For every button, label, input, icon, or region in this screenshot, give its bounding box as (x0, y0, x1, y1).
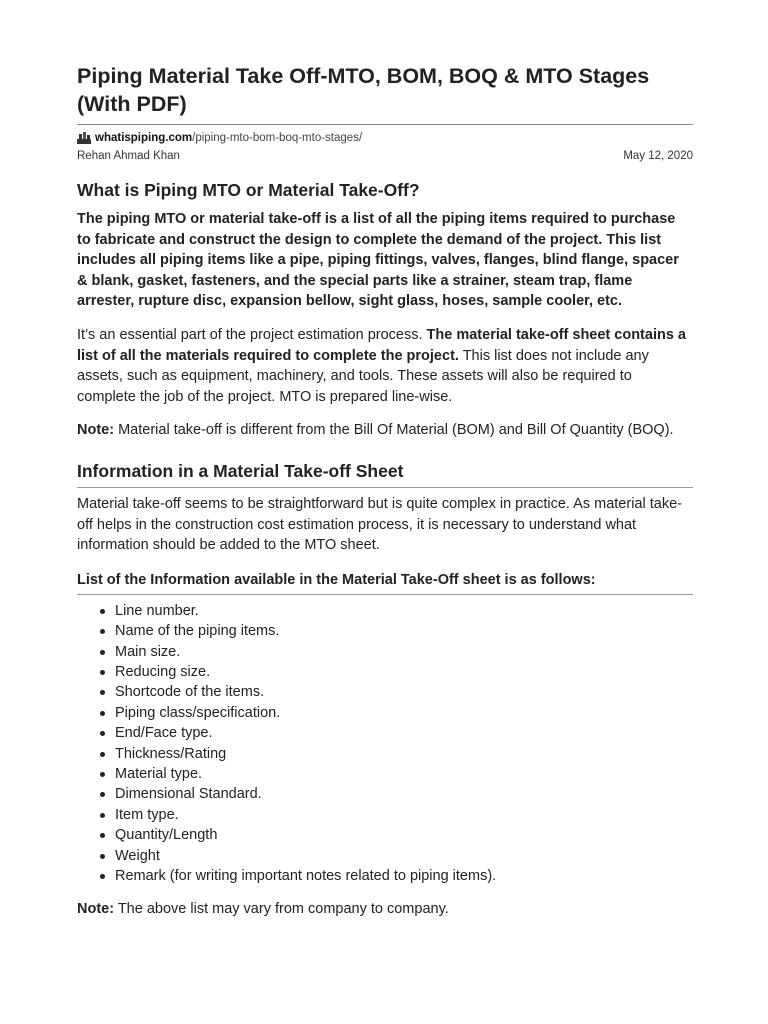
article (77, 62, 693, 920)
note-bom-boq (77, 420, 693, 441)
note-text: Material take-off is different from the Bill Of Material (BOM) and Bill Of Quantity (BOQ). (114, 422, 674, 439)
list-item: Line number. (77, 601, 693, 621)
note-label-2: Note: (77, 901, 115, 918)
list-heading: List of the Information available in the Material Take-Off sheet is as follows: (77, 570, 693, 595)
estimation-text-bold: The material take-off sheet contains a list of all the materials required to complete the project. (77, 326, 686, 364)
section-heading-mto: What is Piping MTO or Material Take-Off? (77, 180, 420, 200)
author: Rehan Ahmad Khan (77, 150, 180, 162)
list-item: Weight (77, 846, 693, 866)
list-item: Reducing size. (77, 662, 693, 682)
estimation-paragraph (77, 325, 693, 407)
list-item: End/Face type. (77, 723, 693, 743)
note-text-2: The above list may vary from company to company. (114, 901, 449, 918)
note-label: Note: (77, 422, 115, 439)
list-item: Main size. (77, 642, 693, 662)
list-item: Thickness/Rating (77, 744, 693, 764)
list-item: Material type. (77, 764, 693, 784)
site-favicon-icon (77, 132, 91, 144)
information-paragraph: Material take-off seems to be straightforward but is quite complex in practice. As material take-off helps in the construction cost estimation process, it is necessary to understand what information should be added to the MTO sheet. (77, 495, 682, 554)
source-path[interactable]: /piping-mto-bom-boq-mto-stages/ (192, 132, 363, 144)
section-heading-information: Information in a Material Take-off Sheet (77, 460, 693, 488)
list-item: Shortcode of the items. (77, 682, 693, 702)
list-item: Piping class/specification. (77, 703, 693, 723)
page-title: Piping Material Take Off-MTO, BOM, BOQ & MTO Stages (With PDF) (77, 62, 693, 125)
list-item: Quantity/Length (77, 825, 693, 845)
estimation-text-b: This list does not include any assets, such as equipment, machinery, and tools. These assets will also be required to complete the job of the project. MTO is prepared line-wise. (77, 347, 649, 405)
publish-date: May 12, 2020 (623, 150, 693, 162)
source-domain[interactable]: whatispiping.com (95, 132, 193, 144)
list-item: Dimensional Standard. (77, 784, 693, 804)
information-list (77, 601, 693, 887)
note-company-variance (77, 899, 693, 920)
list-item: Item type. (77, 805, 693, 825)
estimation-text-a: It’s an essential part of the project estimation process. (77, 326, 427, 343)
list-item: Remark (for writing important notes related to piping items). (77, 866, 693, 886)
list-item: Name of the piping items. (77, 621, 693, 641)
article-meta (77, 150, 693, 162)
intro-paragraph: The piping MTO or material take-off is a list of all the piping items required to purchase to fabricate and construct the design to complete the demand of the project. This list includes all piping items like a pipe, piping fittings, valves, flanges, blind flange, spacer & blank, gasket, fasteners, and the special parts like a strainer, steam trap, flame arrester, rupture disc, expansion bellow, sight glass, hoses, sample cooler, etc. (77, 211, 679, 310)
source-link[interactable] (77, 130, 693, 146)
